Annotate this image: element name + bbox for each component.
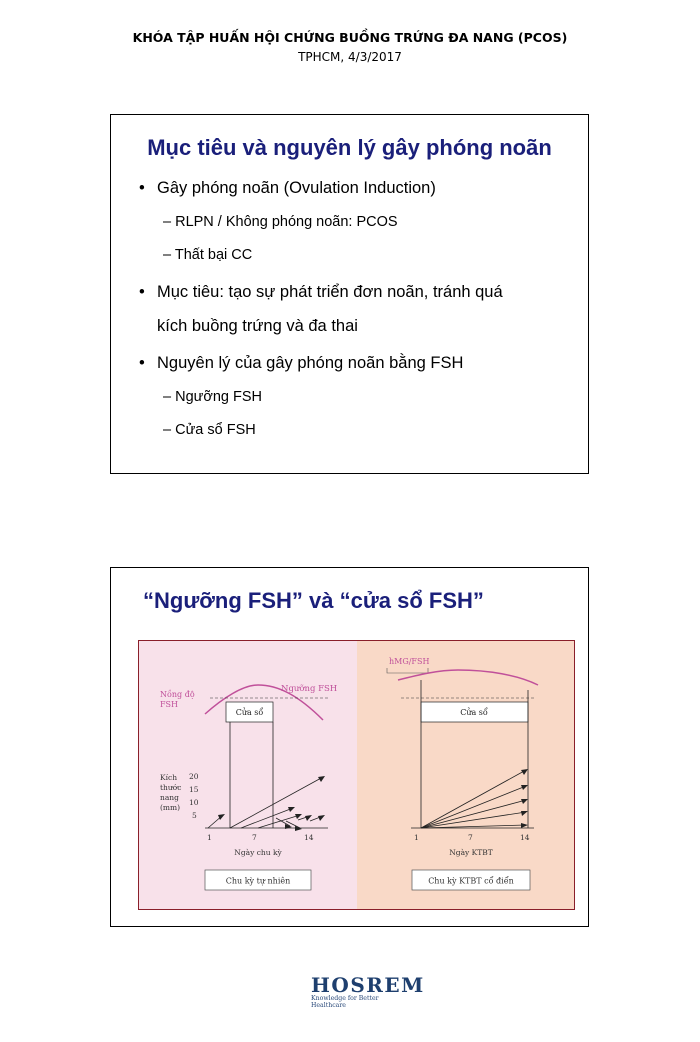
sub-bullet-3-2: – Cửa sổ FSH	[163, 422, 256, 438]
bullet-3: • Nguyên lý của gây phóng noãn bằng FSH	[139, 354, 464, 372]
follicle-size-label-line3: nang	[160, 793, 179, 802]
left-x-tick-1: 1	[207, 833, 212, 842]
fsh-concentration-label-line1: Nồng độ	[160, 690, 195, 699]
sub-bullet-3-1: – Ngưỡng FSH	[163, 389, 263, 405]
left-x-axis-label: Ngày chu kỳ	[234, 848, 282, 857]
sub-bullet-text: Cửa sổ FSH	[175, 422, 256, 438]
right-x-tick-1: 1	[414, 833, 419, 842]
bullet-2-text: Mục tiêu: tạo sự phát triển đơn noãn, tránh quá	[157, 283, 503, 301]
sub-bullet-text: RLPN / Không phóng noãn: PCOS	[175, 214, 398, 230]
bullet-2-continuation: kích buồng trứng và đa thai	[157, 317, 358, 335]
slide-1-title: Mục tiêu và nguyên lý gây phóng noãn	[147, 135, 552, 160]
left-x-tick-7: 7	[252, 833, 257, 842]
right-window-label: Cửa sổ	[460, 708, 488, 717]
right-x-tick-14: 14	[520, 833, 530, 842]
slide-2	[110, 567, 589, 927]
document-header-date: TPHCM, 4/3/2017	[298, 50, 402, 64]
right-x-tick-7: 7	[468, 833, 473, 842]
follicle-size-label-line1: Kích	[160, 773, 178, 782]
right-caption: Chu kỳ KTBT cổ điển	[428, 876, 514, 886]
hosrem-logo	[311, 973, 425, 1009]
follicle-size-label-line4: (mm)	[160, 803, 181, 812]
y-tick-5: 5	[192, 811, 197, 820]
sub-bullet-1-1: – RLPN / Không phóng noãn: PCOS	[163, 214, 398, 230]
hmg-fsh-label: hMG/FSH	[389, 657, 430, 666]
follicle-size-label-line2: thước	[160, 783, 182, 792]
left-window-label: Cửa sổ	[235, 708, 264, 717]
bullet-3-text: Nguyên lý của gây phóng noãn bằng FSH	[157, 354, 464, 372]
bullet-1: • Gây phóng noãn (Ovulation Induction)	[139, 179, 436, 197]
fsh-threshold-window-diagram	[138, 640, 575, 910]
logo-tagline: Knowledge for Better Healthcare	[311, 995, 379, 1009]
bullet-2: • Mục tiêu: tạo sự phát triển đơn noãn, tránh quá	[139, 283, 503, 301]
sub-bullet-text: Ngưỡng FSH	[175, 389, 263, 405]
bullet-1-text: Gây phóng noãn (Ovulation Induction)	[157, 179, 436, 197]
right-x-axis-label: Ngày KTBT	[449, 848, 493, 857]
y-tick-20: 20	[189, 772, 199, 781]
fsh-concentration-label-line2: FSH	[160, 700, 179, 709]
sub-bullet-1-2: – Thất bại CC	[163, 247, 253, 263]
left-x-tick-14: 14	[304, 833, 314, 842]
document-header-title: KHÓA TẬP HUẤN HỘI CHỨNG BUỒNG TRỨNG ĐA NANG (PCOS)	[132, 30, 568, 45]
slide-1	[110, 114, 589, 474]
y-tick-10: 10	[189, 798, 199, 807]
left-caption: Chu kỳ tự nhiên	[225, 876, 291, 886]
slide-2-title: “Ngưỡng FSH” và “cửa sổ FSH”	[143, 588, 484, 613]
logo-wordmark: HOSREM	[311, 973, 425, 997]
fsh-threshold-label: Ngưỡng FSH	[281, 684, 338, 694]
right-panel-background	[357, 640, 575, 910]
sub-bullet-text: Thất bại CC	[174, 247, 253, 263]
y-tick-15: 15	[189, 785, 199, 794]
